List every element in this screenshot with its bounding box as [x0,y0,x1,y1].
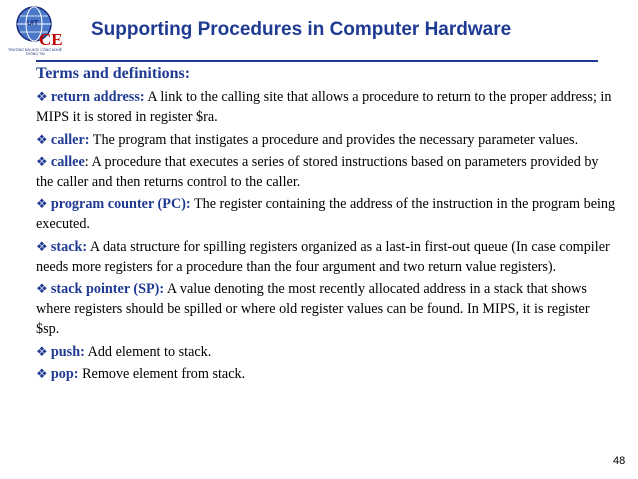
definition-list [36,87,616,384]
definition-item [36,342,616,362]
diamond-bullet-icon: ❖ [36,89,51,105]
definition-text: A link to the calling site that allows a procedure to return to the proper address; in MIPS it is stored in register $ra. [36,89,612,126]
definition-term: program counter (PC): [50,196,191,213]
page-number: 48 [613,455,626,467]
definition-item [36,87,616,127]
definition-text: Remove element from stack. [78,365,246,382]
definition-item [36,194,616,234]
definition-item [36,237,616,277]
diamond-bullet-icon: ❖ [36,196,51,212]
logo-subtitle: TRƯỜNG ĐẠI HỌC CÔNG NGHỆ THÔNG TIN [7,48,63,56]
title-divider [36,60,598,62]
definition-text: A data structure for spilling registers organized as a last-in first-out queue (In case compiler needs more registers for a procedure than the four argument and two return value registers). [36,238,610,275]
definition-item [36,364,616,384]
definition-term: callee [50,153,85,170]
definition-term: stack: [50,238,88,255]
definition-item [36,279,616,340]
definition-item [36,130,616,150]
logo-ce-text: CE [39,30,63,49]
diamond-bullet-icon: ❖ [36,238,51,254]
definition-text: The program that instigates a procedure and provides the necessary parameter values. [89,131,579,148]
section-heading: Terms and definitions: [36,65,191,82]
diamond-bullet-icon: ❖ [36,343,51,359]
definition-text: A value denoting the most recently allocated address in a stack that shows where registers should be spilled or where old register values can be found. In MIPS, it is register $sp. [36,281,590,338]
definition-term: push: [50,343,85,360]
definition-term: caller: [50,131,90,148]
definition-item [36,152,616,192]
definition-term: stack pointer (SP): [50,281,165,298]
diamond-bullet-icon: ❖ [36,281,51,297]
diamond-bullet-icon: ❖ [36,365,51,381]
uit-ce-logo [4,4,68,54]
definition-term: pop: [50,365,79,382]
diamond-bullet-icon: ❖ [36,153,51,169]
logo-uit-text: UIT [27,20,39,27]
slide-content [36,64,616,386]
definition-term: return address: [50,89,145,106]
definition-text: Add element to stack. [84,343,212,360]
slide-title: Supporting Procedures in Computer Hardware [91,19,512,40]
diamond-bullet-icon: ❖ [36,131,51,147]
definition-text: The register containing the address of the instruction in the program being executed. [36,196,616,233]
definition-text: : A procedure that executes a series of stored instructions based on parameters provided by the caller and then returns control to the caller. [36,153,599,191]
